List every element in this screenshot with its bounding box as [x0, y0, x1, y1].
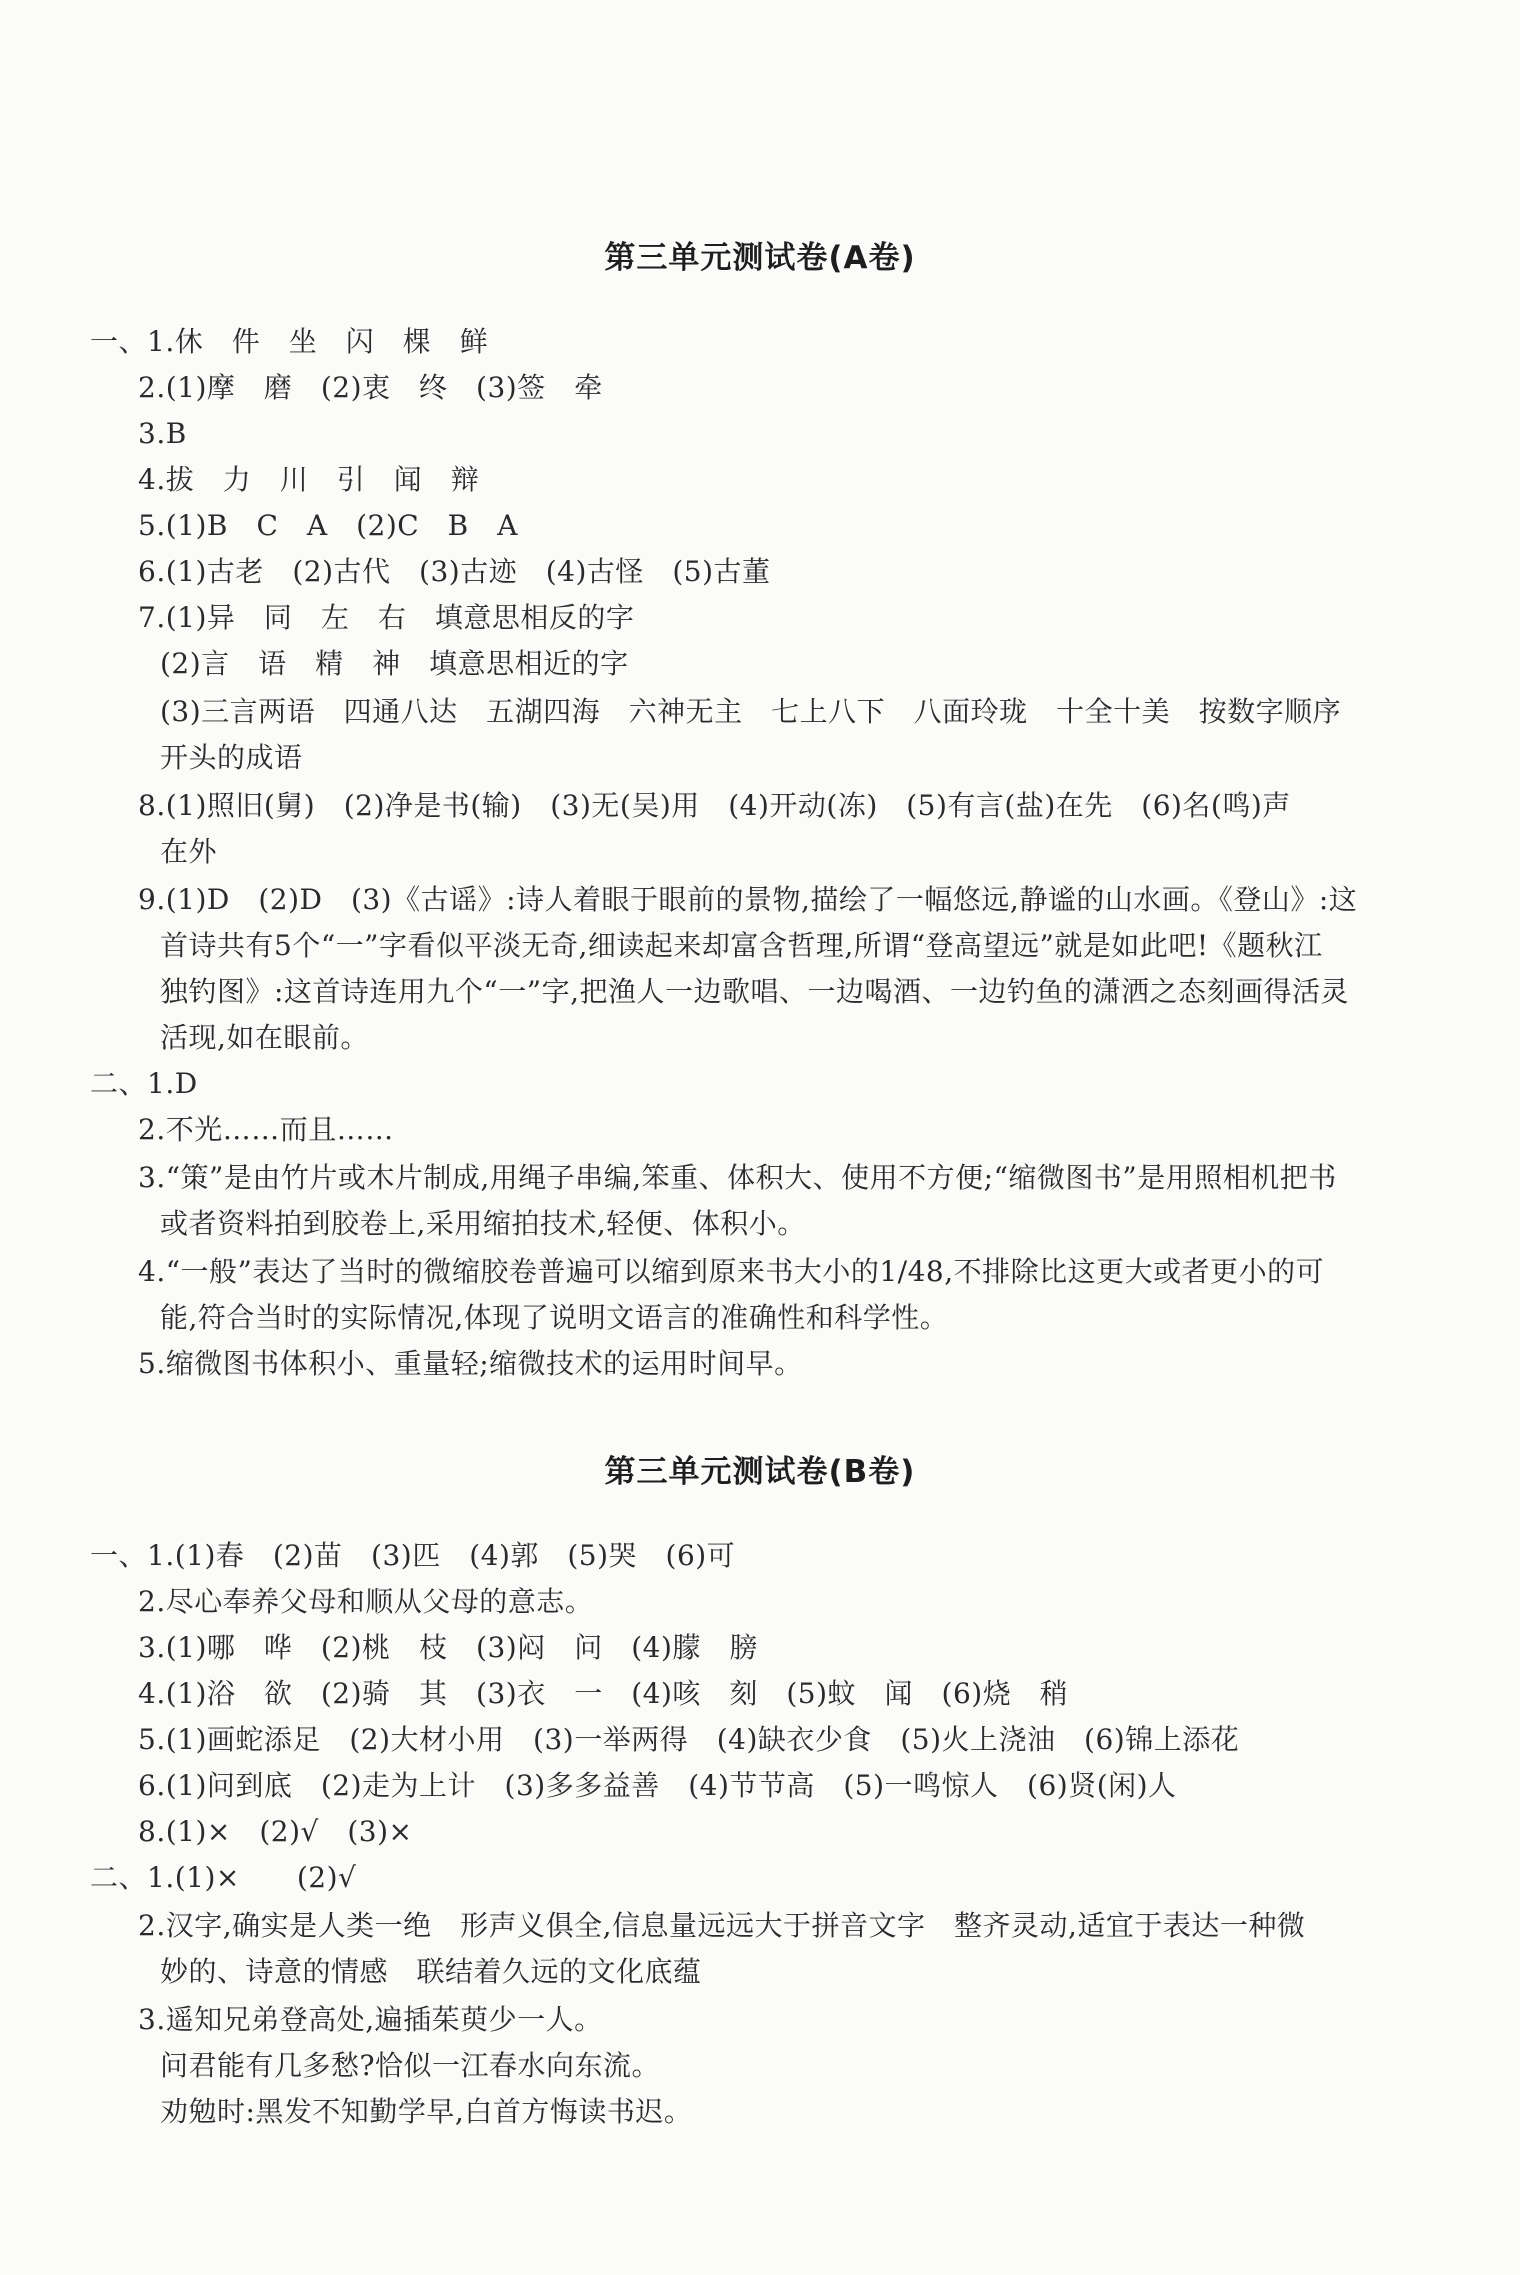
- a-line-16: 活现,如在眼前。: [160, 1021, 369, 1054]
- a-line-10: 开头的成语: [160, 741, 303, 774]
- a-line-14: 首诗共有5个“一”字看似平淡无奇,细读起来却富含哲理,所谓“登高望远”就是如此吧!《题秋江: [160, 929, 1323, 962]
- section-a-title: 第三单元测试卷(A卷): [604, 240, 916, 276]
- b-line-11: 3.遥知兄弟登高处,遍插茱萸少一人。: [138, 2003, 603, 2036]
- a-line-5: 5.(1)B C A (2)C B A: [138, 509, 518, 542]
- a-line-6: 6.(1)古老 (2)古代 (3)古迹 (4)古怪 (5)古董: [138, 555, 771, 588]
- a-line-9: (3)三言两语 四通八达 五湖四海 六神无主 七上八下 八面玲珑 十全十美 按数字顺序: [160, 695, 1342, 728]
- b-line-13: 劝勉时:黑发不知勤学早,白首方悔读书迟。: [160, 2095, 693, 2128]
- section-b-title: 第三单元测试卷(B卷): [604, 1454, 916, 1490]
- a-line-1: 一、1.休 件 坐 闪 棵 鲜: [90, 325, 489, 358]
- b-line-3: 3.(1)哪 哗 (2)桃 枝 (3)闷 问 (4)朦 膀: [138, 1631, 758, 1664]
- a-line-20: 或者资料拍到胶卷上,采用缩拍技术,轻便、体积小。: [160, 1207, 806, 1240]
- a-line-13: 9.(1)D (2)D (3)《古谣》:诗人着眼于眼前的景物,描绘了一幅悠远,静谧的山水画。《登山》:这: [138, 883, 1358, 916]
- a-line-22: 能,符合当时的实际情况,体现了说明文语言的准确性和科学性。: [160, 1301, 949, 1334]
- b-line-5: 5.(1)画蛇添足 (2)大材小用 (3)一举两得 (4)缺衣少食 (5)火上浇油 (6)锦上添花: [138, 1723, 1240, 1756]
- a-line-23: 5.缩微图书体积小、重量轻;缩微技术的运用时间早。: [138, 1347, 803, 1380]
- a-line-7: 7.(1)异 同 左 右 填意思相反的字: [138, 601, 635, 634]
- a-line-8: (2)言 语 精 神 填意思相近的字: [160, 647, 629, 680]
- a-line-2: 2.(1)摩 磨 (2)衷 终 (3)签 牵: [138, 371, 603, 404]
- a-line-12: 在外: [160, 835, 218, 868]
- b-line-8: 二、1.(1)× (2)√: [90, 1861, 357, 1894]
- a-line-19: 3.“策”是由竹片或木片制成,用绳子串编,笨重、体积大、使用不方便;“缩微图书”是用照相机把书: [138, 1161, 1337, 1194]
- b-line-9: 2.汉字,确实是人类一绝 形声义俱全,信息量远远大于拼音文字 整齐灵动,适宜于表达一种微: [138, 1909, 1306, 1942]
- b-line-1: 一、1.(1)春 (2)苗 (3)匹 (4)郭 (5)哭 (6)可: [90, 1539, 736, 1572]
- a-line-21: 4.“一般”表达了当时的微缩胶卷普遍可以缩到原来书大小的1/48,不排除比这更大或者更小的可: [138, 1255, 1325, 1288]
- b-line-4: 4.(1)浴 欲 (2)骑 其 (3)衣 一 (4)咳 刻 (5)蚊 闻 (6)烧 稍: [138, 1677, 1069, 1710]
- a-line-11: 8.(1)照旧(舅) (2)净是书(输) (3)无(吴)用 (4)开动(冻) (5)有言(盐)在先 (6)名(鸣)声: [138, 789, 1291, 822]
- a-line-3: 3.B: [138, 417, 187, 450]
- b-line-6: 6.(1)问到底 (2)走为上计 (3)多多益善 (4)节节高 (5)一鸣惊人 (6)贤(闲)人: [138, 1769, 1177, 1802]
- a-line-15: 独钓图》:这首诗连用九个“一”字,把渔人一边歌唱、一边喝酒、一边钓鱼的潇洒之态刻画得活灵: [160, 975, 1349, 1008]
- a-line-4: 4.拔 力 川 引 闻 辩: [138, 463, 480, 496]
- b-line-2: 2.尽心奉养父母和顺从父母的意志。: [138, 1585, 594, 1618]
- b-line-10: 妙的、诗意的情感 联结着久远的文化底蕴: [160, 1955, 702, 1988]
- a-line-18: 2.不光……而且……: [138, 1113, 394, 1146]
- b-line-7: 8.(1)× (2)√ (3)×: [138, 1815, 413, 1848]
- a-line-17: 二、1.D: [90, 1067, 198, 1100]
- b-line-12: 问君能有几多愁?恰似一江春水向东流。: [160, 2049, 661, 2082]
